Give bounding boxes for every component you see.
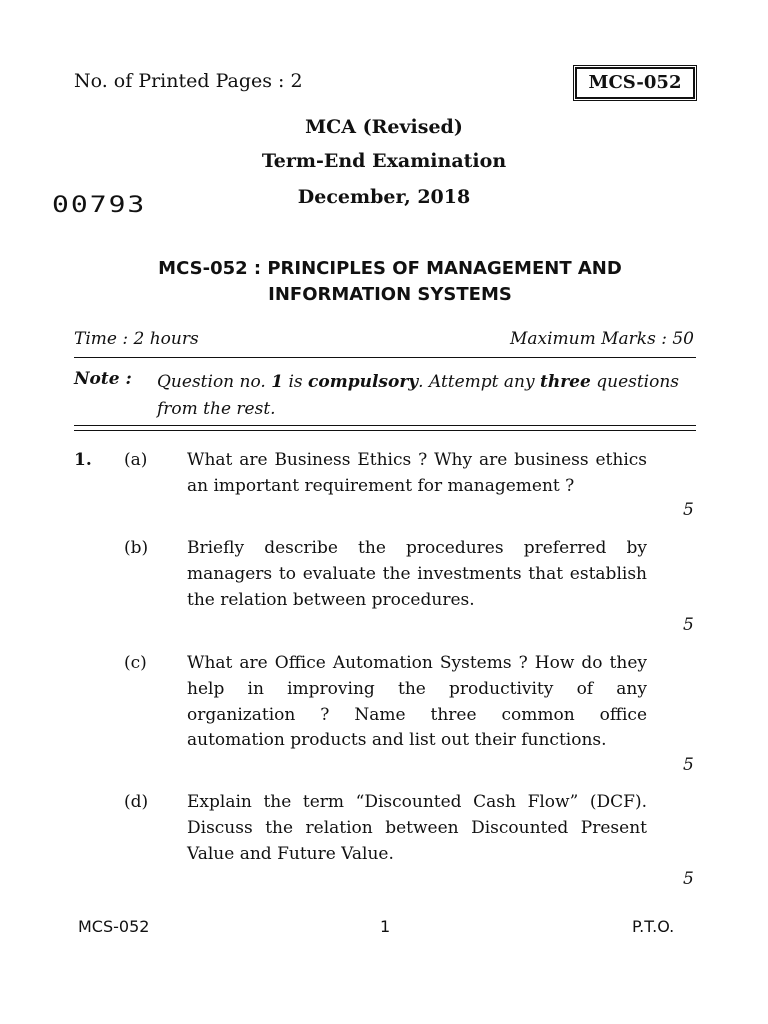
part-text-a: What are Business Ethics ? Why are business ethics an important requirement for management ? — [187, 450, 647, 496]
part-label-c: (c) — [124, 653, 147, 673]
note-label: Note : — [74, 369, 132, 389]
course-title — [60, 256, 720, 308]
part-marks-c: 5 — [683, 755, 694, 775]
part-label-a: (a) — [124, 450, 148, 470]
part-label-d: (d) — [124, 792, 149, 812]
divider-line — [74, 357, 696, 358]
exam-duration: Time : 2 hours — [74, 329, 199, 349]
part-label-b: (b) — [124, 538, 149, 558]
paper-code-box: MCS-052 — [575, 67, 695, 99]
maximum-marks: Maximum Marks : 50 — [509, 329, 694, 349]
note-text-is: is — [283, 372, 309, 392]
note-text-post: questions from the rest. — [157, 372, 680, 419]
note-text-pre: Question no. — [157, 372, 272, 392]
divider-line-double-top — [74, 425, 696, 426]
footer-paper-code: MCS-052 — [78, 917, 150, 936]
note-compulsory: compulsory — [308, 372, 419, 392]
course-title-line-2: INFORMATION SYSTEMS — [268, 284, 512, 305]
course-title-line-1: MCS-052 : PRINCIPLES OF MANAGEMENT AND — [158, 258, 622, 279]
question-number: 1. — [74, 450, 92, 470]
note-text — [157, 369, 697, 423]
printed-pages-count: No. of Printed Pages : 2 — [74, 70, 303, 92]
footer-pto: P.T.O. — [632, 917, 675, 936]
note-question-number: 1 — [271, 372, 284, 392]
part-marks-d: 5 — [683, 869, 694, 889]
serial-number: 00793 — [52, 191, 147, 218]
part-marks-a: 5 — [683, 500, 694, 520]
exam-session: December, 2018 — [297, 186, 471, 208]
footer-page-number: 1 — [380, 917, 391, 936]
part-text-b: Briefly describe the procedures preferred by managers to evaluate the investments that establish the relation between procedures. — [187, 538, 647, 610]
part-text-c: What are Office Automation Systems ? How do they help in improving the productivity of any organization ? Name three common office automation products and list out their functions. — [187, 653, 647, 751]
note-text-mid: . Attempt any — [418, 372, 541, 392]
note-three: three — [540, 372, 591, 392]
divider-line-double-bottom — [74, 430, 696, 431]
part-marks-b: 5 — [683, 615, 694, 635]
exam-title: Term-End Examination — [261, 150, 507, 172]
program-title: MCA (Revised) — [305, 116, 463, 138]
part-text-d: Explain the term “Discounted Cash Flow” (DCF). Discuss the relation between Discounted Present Value and Future Value. — [187, 792, 647, 864]
